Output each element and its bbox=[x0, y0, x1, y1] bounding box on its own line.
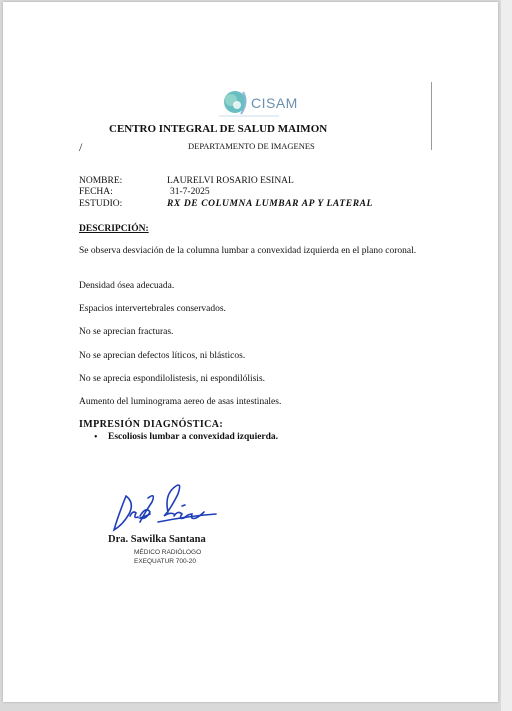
finding-paragraph: Aumento del luminograma aereo de asas intestinales. bbox=[79, 397, 282, 407]
date-label: FECHA: bbox=[79, 187, 113, 197]
bullet-icon: • bbox=[94, 432, 98, 443]
finding-paragraph: Se observa desviación de la columna lumbar a convexidad izquierda en el plano coronal. bbox=[79, 246, 417, 256]
logo-text: CISAM bbox=[251, 95, 298, 111]
finding-paragraph: No se aprecian defectos líticos, ni blásticos. bbox=[79, 351, 246, 361]
doctor-role: MÉDICO RADIÓLOGO bbox=[134, 549, 202, 556]
study-row bbox=[79, 199, 373, 209]
date-row bbox=[79, 187, 210, 197]
department-name: DEPARTAMENTO DE IMAGENES bbox=[188, 141, 315, 151]
study-value: RX DE COLUMNA LUMBAR AP Y LATERAL bbox=[167, 199, 373, 209]
header-divider bbox=[431, 82, 432, 150]
patient-name-label: NOMBRE: bbox=[79, 176, 123, 186]
impression-title: IMPRESIÓN DIAGNÓSTICA: bbox=[79, 419, 224, 430]
doctor-name: Dra. Sawilka Santana bbox=[108, 534, 206, 545]
document-page bbox=[3, 2, 498, 702]
date-value: 31-7-2025 bbox=[170, 187, 210, 197]
text-caret: / bbox=[79, 140, 83, 154]
finding-paragraph: No se aprecia espondilolistesis, ni espondilólisis. bbox=[79, 374, 266, 384]
patient-name-value: LAURELVI ROSARIO ESINAL bbox=[167, 176, 294, 186]
finding-paragraph: Espacios intervertebrales conservados. bbox=[79, 304, 226, 314]
finding-paragraph: No se aprecian fracturas. bbox=[79, 327, 174, 337]
doctor-license: EXEQUATUR 700-20 bbox=[134, 558, 197, 565]
vertical-scrollbar[interactable] bbox=[501, 0, 512, 711]
finding-paragraph: Densidad ósea adecuada. bbox=[79, 281, 175, 291]
study-label: ESTUDIO: bbox=[79, 199, 123, 209]
signature-icon bbox=[108, 482, 223, 537]
description-title: DESCRIPCIÓN: bbox=[79, 224, 149, 234]
patient-name-row bbox=[79, 176, 294, 186]
organization-name: CENTRO INTEGRAL DE SALUD MAIMON bbox=[109, 123, 328, 135]
impression-item: Escoliosis lumbar a convexidad izquierda. bbox=[108, 432, 279, 442]
